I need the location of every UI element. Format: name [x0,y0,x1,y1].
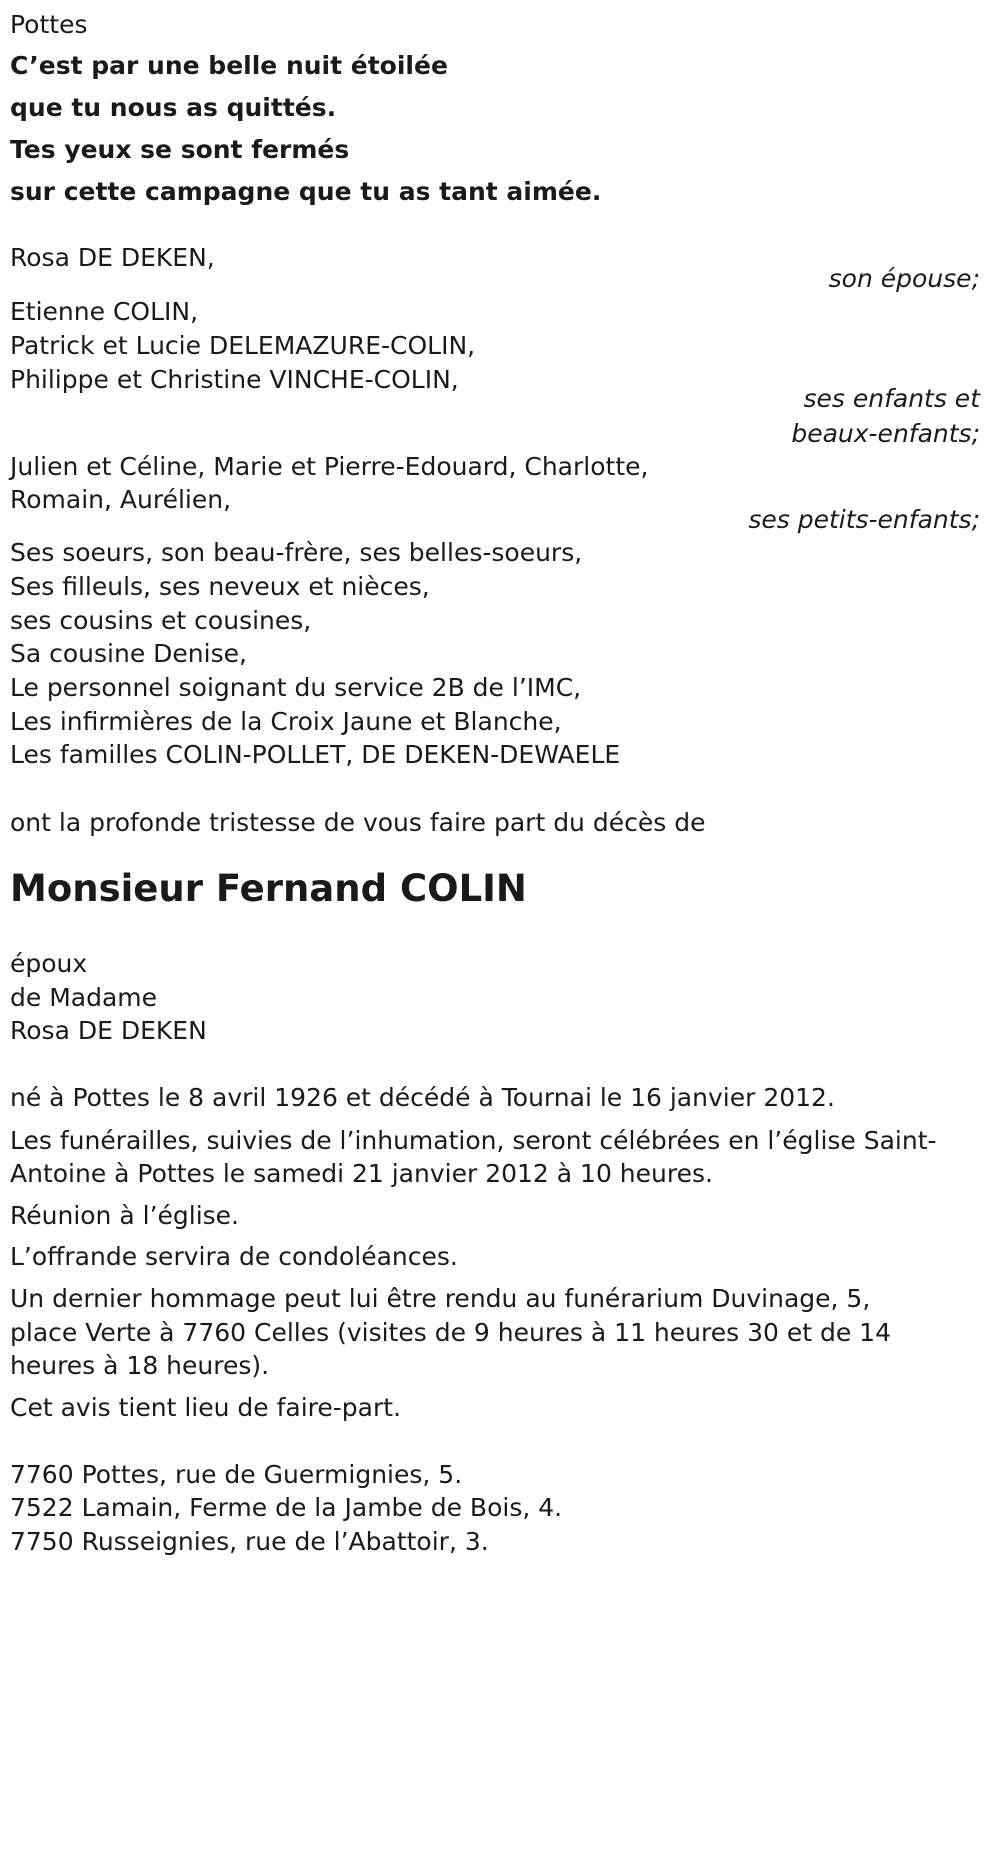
other-family: Ses soeurs, son beau-frère, ses belles-soeurs, [10,538,583,567]
spouse-relation: son épouse; [828,264,980,293]
announcement: ont la profonde tristesse de vous faire part du décès de [10,808,706,837]
detail-line: L’offrande servira de condoléances. [10,1242,458,1271]
detail-line: Les funérailles, suivies de l’inhumation, seront célébrées en l’église Saint- [10,1126,937,1155]
address: 7760 Pottes, rue de Guermignies, 5. [10,1460,463,1489]
spouse-of-line: de Madame [10,983,158,1012]
detail-line: Antoine à Pottes le samedi 21 janvier 2012 à 10 heures. [10,1159,713,1188]
other-family: Les infirmières de la Croix Jaune et Blanche, [10,707,562,736]
detail-line: heures à 18 heures). [10,1351,270,1380]
child-name: Philippe et Christine VINCHE-COLIN, [10,365,459,394]
address: 7750 Russeignies, rue de l’Abattoir, 3. [10,1527,489,1556]
location: Pottes [10,10,88,39]
spouse-name: Rosa DE DEKEN, [10,243,215,272]
deceased-name: Monsieur Fernand COLIN [10,867,527,910]
grandchildren-relation: ses petits-enfants; [748,505,980,534]
detail-line: Un dernier hommage peut lui être rendu au funérarium Duvinage, 5, [10,1284,871,1313]
spouse-of-line: époux [10,949,88,978]
grandchild-name: Julien et Céline, Marie et Pierre-Edouard, Charlotte, [10,452,649,481]
detail-line: né à Pottes le 8 avril 1926 et décédé à Tournai le 16 janvier 2012. [10,1083,835,1112]
child-name: Patrick et Lucie DELEMAZURE-COLIN, [10,331,476,360]
other-family: Le personnel soignant du service 2B de l’IMC, [10,673,582,702]
poem-line: C’est par une belle nuit étoilée [10,51,448,80]
other-family: Sa cousine Denise, [10,639,247,668]
poem-line: que tu nous as quittés. [10,93,337,122]
spouse-of-line: Rosa DE DEKEN [10,1016,207,1045]
detail-line: place Verte à 7760 Celles (visites de 9 heures à 11 heures 30 et de 14 [10,1318,891,1347]
other-family: Ses filleuls, ses neveux et nièces, [10,572,430,601]
other-family: Les familles COLIN-POLLET, DE DEKEN-DEWAELE [10,740,621,769]
child-name: Etienne COLIN, [10,297,199,326]
grandchild-name: Romain, Aurélien, [10,485,232,514]
children-relation: ses enfants et [803,384,980,413]
detail-line: Réunion à l’église. [10,1201,240,1230]
children-relation: beaux-enfants; [791,419,980,448]
detail-line: Cet avis tient lieu de faire-part. [10,1393,402,1422]
address: 7522 Lamain, Ferme de la Jambe de Bois, 4. [10,1493,563,1522]
other-family: ses cousins et cousines, [10,606,312,635]
poem-line: Tes yeux se sont fermés [10,135,350,164]
poem-line: sur cette campagne que tu as tant aimée. [10,177,602,206]
